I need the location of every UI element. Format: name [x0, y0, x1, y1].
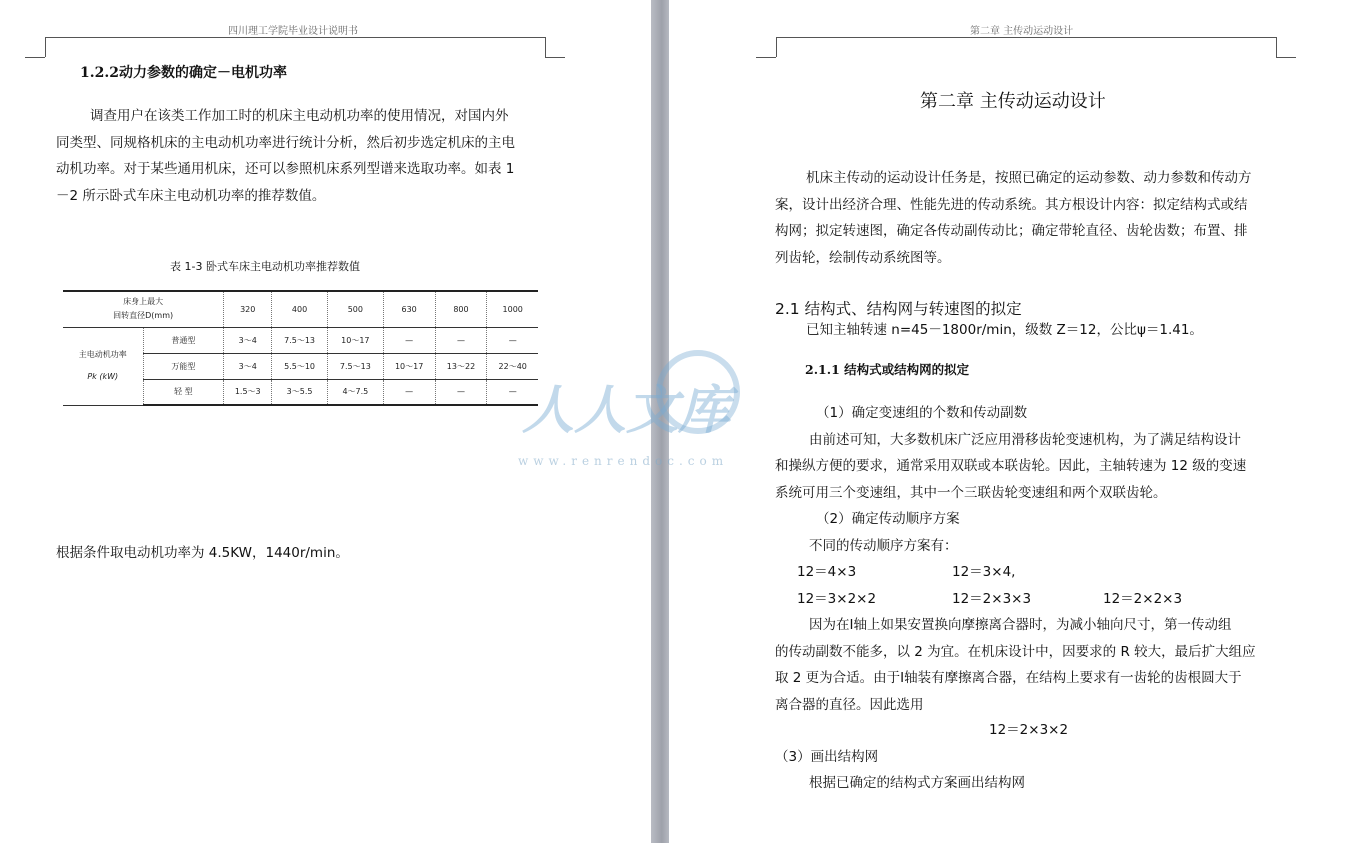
table-row-type: 轻 型	[143, 379, 224, 405]
section-title: 2.1 结构式、结构网与转速图的拟定	[775, 300, 1022, 318]
table-row	[63, 327, 538, 353]
header-corner-foot-left	[25, 57, 45, 58]
header-corner-left	[776, 37, 777, 57]
table-cell: 3～4	[224, 353, 272, 379]
paragraph-line: 由前述可知，大多数机床广泛应用滑移齿轮变速机构，为了满足结构设计	[809, 431, 1241, 448]
formula: 12＝4×3	[797, 564, 857, 580]
table-cell: 3～5.5	[272, 379, 328, 405]
right-page-header: 第二章 主传动运动设计	[970, 26, 1074, 37]
table-cell: 10～17	[327, 327, 383, 353]
table-cell: 3～4	[224, 327, 272, 353]
paragraph-line: 调查用户在该类工作加工时的机床主电动机功率的使用情况，对国内外	[90, 108, 509, 124]
header-corner-foot-left	[756, 57, 776, 58]
known-line: 已知主轴转速 n=45－1800r/min，级数 Z＝12，公比ψ＝1.41。	[806, 322, 1203, 338]
table-col-header: 500	[327, 291, 383, 327]
paragraph-line: 离合器的直径。因此选用	[775, 696, 924, 713]
paragraph-line: 列齿轮，绘制传动系统图等。	[775, 249, 951, 266]
formula: 12＝3×4,	[952, 564, 1016, 580]
table-cell: 7.5～13	[327, 353, 383, 379]
table-cell: —	[435, 327, 487, 353]
table-cell: —	[383, 327, 435, 353]
header-corner-right	[1276, 37, 1277, 57]
table-cell: —	[487, 379, 538, 405]
chosen-formula: 12＝2×3×2	[989, 722, 1069, 738]
paragraph-line: 动机功率。对于某些通用机床，还可以参照机床系列型谱来选取功率。如表 1	[56, 161, 515, 177]
formula: 12＝2×3×3	[952, 590, 1032, 607]
table-row	[63, 291, 538, 327]
header-corner-right	[545, 37, 546, 57]
watermark-url: www.renrendoc.com	[518, 454, 729, 468]
conclusion-line: 根据条件取电动机功率为 4.5KW，1440r/min。	[56, 545, 349, 561]
table-row-type: 普通型	[143, 327, 224, 353]
table-cell: 13～22	[435, 353, 487, 379]
table-col-header: 320	[224, 291, 272, 327]
paragraph-line: 同类型、同规格机床的主电动机功率进行统计分析，然后初步选定机床的主电	[56, 134, 515, 151]
table-row-type: 万能型	[143, 353, 224, 379]
chapter-title: 第二章 主传动运动设计	[920, 91, 1106, 112]
step1-title: （1）确定变速组的个数和传动副数	[816, 405, 1028, 421]
header-rule	[45, 37, 545, 38]
table-cell: —	[383, 379, 435, 405]
paragraph-line: 和操纵方便的要求，通常采用双联或本联齿轮。因此，主轴转速为 12 级的变速	[775, 458, 1247, 474]
table-col-header: 400	[272, 291, 328, 327]
table-col-header: 800	[435, 291, 487, 327]
step2-lead: 不同的传动顺序方案有：	[809, 537, 958, 554]
table-header-label: 床身上最大 回转直径D(mm)	[63, 291, 224, 327]
subsection-title: 2.1.1 结构式或结构网的拟定	[805, 362, 970, 377]
paragraph-line: 案，设计出经济合理、性能先进的传动系统。其方根设计内容：拟定结构式或结	[775, 196, 1248, 213]
table-cell: 1.5～3	[224, 379, 272, 405]
header-corner-foot-right	[1276, 57, 1296, 58]
watermark-text: 人人文库	[522, 380, 731, 441]
paragraph-line: 系统可用三个变速组，其中一个三联齿轮变速组和两个双联齿轮。	[775, 484, 1167, 501]
step2-title: （2）确定传动顺序方案	[816, 511, 960, 527]
power-spec-table	[63, 290, 538, 406]
paragraph-line: 因为在Ⅰ轴上如果安置换向摩擦离合器时，为减小轴向尺寸，第一传动组	[809, 617, 1232, 633]
header-corner-foot-right	[545, 57, 565, 58]
table-caption: 表 1-3 卧式车床主电动机功率推荐数值	[170, 260, 360, 273]
table-col-header: 630	[383, 291, 435, 327]
paragraph-line: 机床主传动的运动设计任务是，按照已确定的运动参数、动力参数和传动方	[806, 170, 1252, 186]
table-cell: 4～7.5	[327, 379, 383, 405]
paragraph-line: 的传动副数不能多，以 2 为宜。在机床设计中，因要求的 R 较大，最后扩大组应	[775, 643, 1256, 660]
table-cell: —	[487, 327, 538, 353]
table-cell: 10～17	[383, 353, 435, 379]
paragraph-line: 构网；拟定转速图，确定各传动副传动比；确定带轮直径、齿轮齿数；布置、排	[775, 223, 1248, 239]
table-cell: 7.5～13	[272, 327, 328, 353]
paragraph-line: 取 2 更为合适。由于Ⅰ轴装有摩擦离合器，在结构上要求有一齿轮的齿根圆大于	[775, 670, 1242, 686]
table-cell: —	[435, 379, 487, 405]
page-gutter	[651, 0, 669, 843]
formula: 12＝3×2×2	[797, 590, 877, 607]
section-heading: 1.2.2动力参数的确定－电机功率	[80, 65, 287, 81]
paragraph-line: －2 所示卧式车床主电动机功率的推荐数值。	[56, 187, 326, 204]
right-page	[669, 0, 1348, 843]
left-page	[0, 0, 651, 843]
header-corner-left	[45, 37, 46, 57]
formula: 12＝2×2×3	[1103, 590, 1183, 607]
step3-lead: 根据已确定的结构式方案画出结构网	[809, 775, 1025, 791]
step3-title: （3）画出结构网	[775, 748, 879, 765]
table-col-header: 1000	[487, 291, 538, 327]
left-page-header: 四川理工学院毕业设计说明书	[228, 26, 358, 37]
table-cell: 5.5～10	[272, 353, 328, 379]
table-group-label: 主电动机功率 Pk (kW)	[63, 327, 143, 405]
table-cell: 22～40	[487, 353, 538, 379]
header-rule	[776, 37, 1276, 38]
